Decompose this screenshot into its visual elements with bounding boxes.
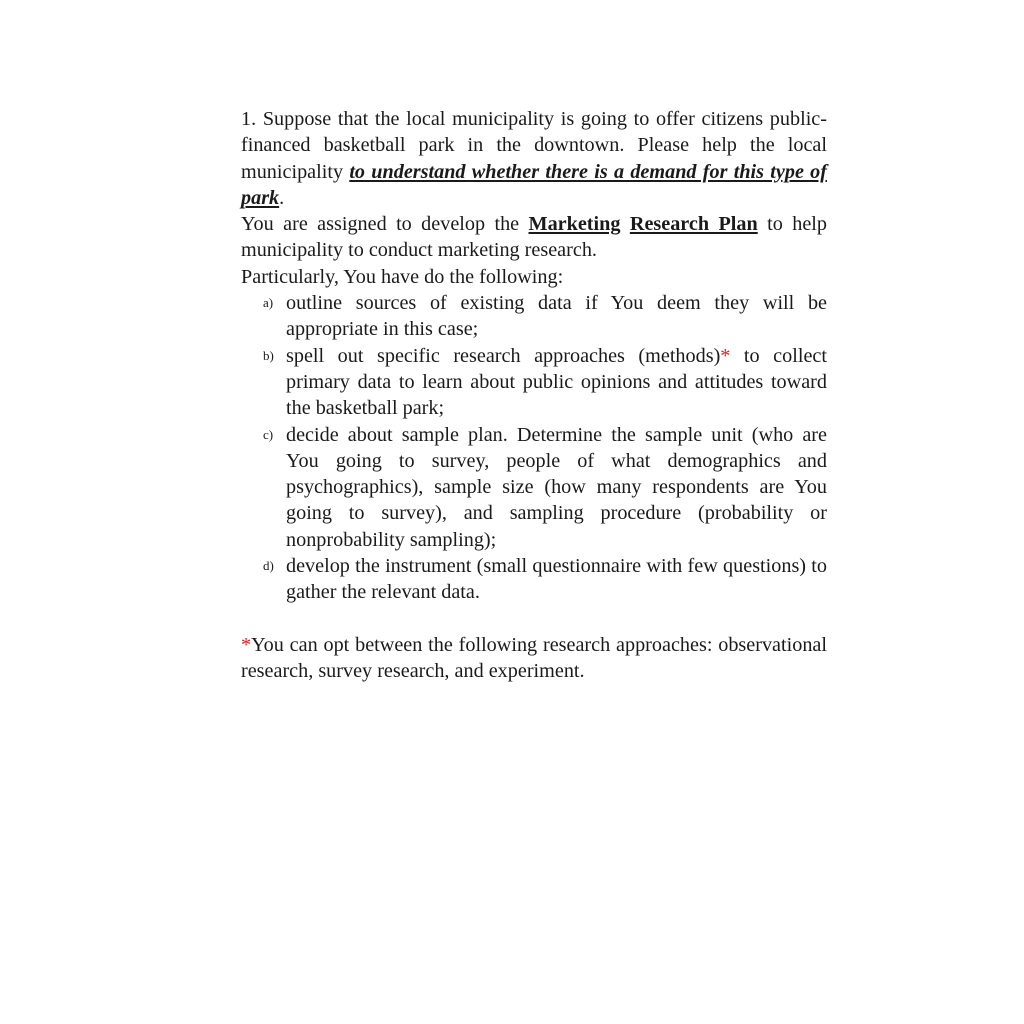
assignment-term-marketing: Marketing bbox=[528, 213, 621, 236]
task-number: 1. bbox=[241, 108, 257, 130]
assignment-paragraph bbox=[241, 211, 827, 264]
task-intro-text: Suppose that the local municipality is going to offer citizens public-financed basketball park in the downtown. Please help the local municipality bbox=[241, 108, 827, 183]
task-item-list bbox=[241, 290, 827, 606]
item-text bbox=[286, 343, 827, 422]
footnote bbox=[241, 632, 827, 685]
particularly-line: Particularly, You have do the following: bbox=[241, 265, 564, 288]
assignment-term-research-plan: Research Plan bbox=[629, 213, 758, 236]
assignment-text-before: You are assigned to develop the bbox=[241, 213, 529, 236]
task-item-a bbox=[241, 290, 827, 343]
footnote-text: You can opt between the following research approaches: observational research, survey research, and experiment. bbox=[241, 633, 827, 682]
item-marker: c) bbox=[263, 426, 274, 442]
document-body bbox=[241, 106, 827, 684]
item-marker: d) bbox=[263, 558, 274, 574]
item-marker: a) bbox=[263, 295, 274, 311]
task-intro-emphasis: to understand whether there is a demand for this type of park bbox=[241, 160, 827, 209]
task-intro-period: . bbox=[279, 186, 285, 209]
item-text-after: to collect primary data to learn about public opinions and attitudes toward the basketball park; bbox=[286, 344, 827, 420]
item-text: develop the instrument (small questionnaire with few questions) to gather the relevant data. bbox=[286, 555, 827, 604]
item-text-before: spell out specific research approaches (methods) bbox=[286, 344, 721, 367]
asterisk-mark: * bbox=[720, 344, 731, 367]
task-item-d bbox=[241, 553, 827, 606]
item-text: decide about sample plan. Determine the sample unit (who are You going to survey, people of what demographics and psychographics), sample size (how many respondents are You going to survey), and sampling procedure (probability or nonprobability sampling); bbox=[286, 423, 827, 551]
task-item-c bbox=[241, 422, 827, 553]
item-marker: b) bbox=[263, 347, 274, 363]
task-intro bbox=[241, 106, 827, 211]
item-text: outline sources of existing data if You deem they will be appropriate in this case; bbox=[286, 292, 827, 341]
task-item-b bbox=[241, 343, 827, 422]
assignment-text-after: to help municipality to conduct marketing research. bbox=[241, 213, 827, 262]
paragraph-spacer bbox=[241, 606, 827, 632]
footnote-asterisk: * bbox=[241, 633, 252, 656]
